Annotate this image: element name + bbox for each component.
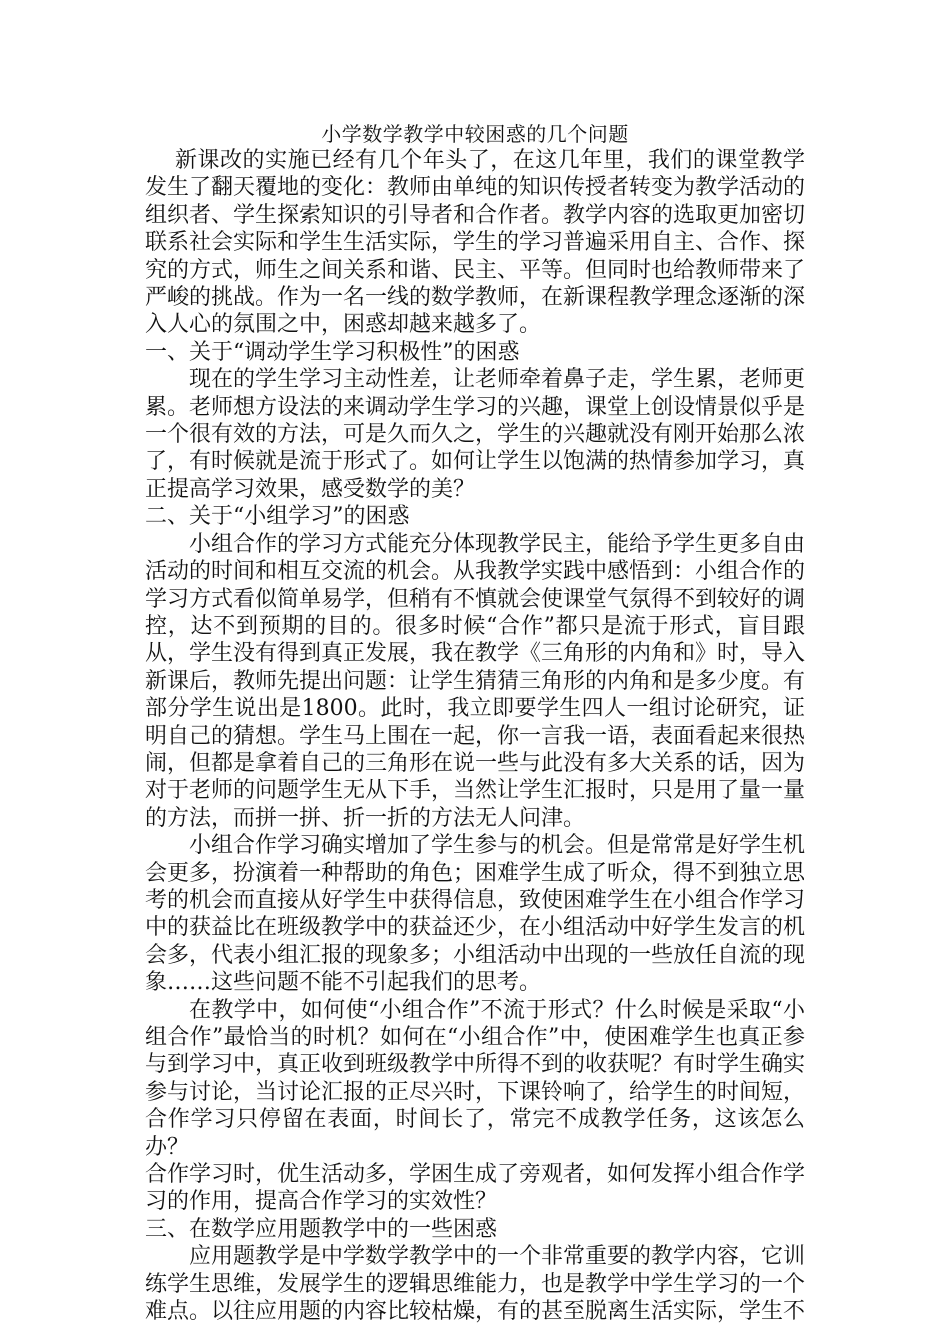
section-1-paragraph-1: 现在的学生学习主动性差，让老师牵着鼻子走，学生累，老师更累。老师想方设法的来调动学生学习的兴趣，课堂上创设情景似乎是一个很有效的方法，可是久而久之，学生的兴趣就没有刚开始那么浓了，有时候就是流于形式了。如何让学生以饱满的热情参加学习，真正提高学习效果，感受数学的美？ <box>145 367 806 502</box>
intro-paragraph: 新课改的实施已经有几个年头了，在这几年里，我们的课堂教学发生了翻天覆地的变化：教师由单纯的知识传授者转变为教学活动的组织者、学生探索知识的引导者和合作者。教学内容的选取更加密切联系社会实际和学生生活实际，学生的学习普遍采用自主、合作、探究的方式，师生之间关系和谐、民主、平等。但同时也给教师带来了严峻的挑战。作为一名一线的数学教师，在新课程教学理念逐渐的深入人心的氛围之中，困惑却越来越多了。 <box>145 148 806 338</box>
section-2-paragraph-2: 小组合作学习确实增加了学生参与的机会。但是常常是好学生机会更多，扮演着一种帮助的角色；困难学生成了听众，得不到独立思考的机会而直接从好学生中获得信息，致使困难学生在小组合作学习中的获益比在班级教学中的获益还少，在小组活动中好学生发言的机会多，代表小组汇报的现象多；小组活动中出现的一些放任自流的现象……这些问题不能不引起我们的思考。 <box>145 833 806 996</box>
section-3-heading: 三、在数学应用题教学中的一些困惑 <box>145 1216 498 1242</box>
document-page <box>145 121 805 1325</box>
section-1-heading: 一、关于“调动学生学习积极性”的困惑 <box>145 339 520 365</box>
section-2-heading: 二、关于“小组学习”的困惑 <box>145 504 410 530</box>
section-2-paragraph-1: 小组合作的学习方式能充分体现教学民主，能给予学生更多自由活动的时间和相互交流的机会。从我教学实践中感悟到：小组合作的学习方式看似简单易学，但稍有不慎就会使课堂气氛得不到较好的调控，达不到预期的目的。很多时候“合作”都只是流于形式，盲目跟从，学生没有得到真正发展，我在教学《三角形的内角和》时，导入新课后，教师先提出问题：让学生猜猜三角形的内角和是多少度。有部分学生说出是1800。此时，我立即要学生四人一组讨论研究，证明自己的猜想。学生马上围在一起，你一言我一语，表面看起来很热闹，但都是拿着自己的三角形在说一些与此没有多大关系的话，因为对于老师的问题学生无从下手，当然让学生汇报时，只是用了量一量的方法，而拼一拼、折一折的方法无人问津。 <box>145 531 806 831</box>
section-2-paragraph-3: 在教学中，如何使“小组合作”不流于形式？什么时候是采取“小组合作”最恰当的时机？如何在“小组合作”中，使困难学生也真正参与到学习中，真正收到班级教学中所得不到的收获呢？有时学生确实参与讨论，当讨论汇报的正尽兴时，下课铃响了，给学生的时间短，合作学习只停留在表面，时间长了，常完不成教学任务，这该怎么办？ <box>145 997 806 1160</box>
section-2-closing-paragraph: 合作学习时，优生活动多，学困生成了旁观者，如何发挥小组合作学习的作用，提高合作学习的实效性？ <box>145 1162 806 1215</box>
document-title: 小学数学教学中较困惑的几个问题 <box>321 122 629 146</box>
section-3-paragraph-1: 应用题教学是中学数学教学中的一个非常重要的教学内容，它训练学生思维，发展学生的逻辑思维能力，也是教学中学生学习的一个难点。以往应用题的内容比较枯燥，有的甚至脱离生活实际，学生不 <box>145 1244 806 1325</box>
